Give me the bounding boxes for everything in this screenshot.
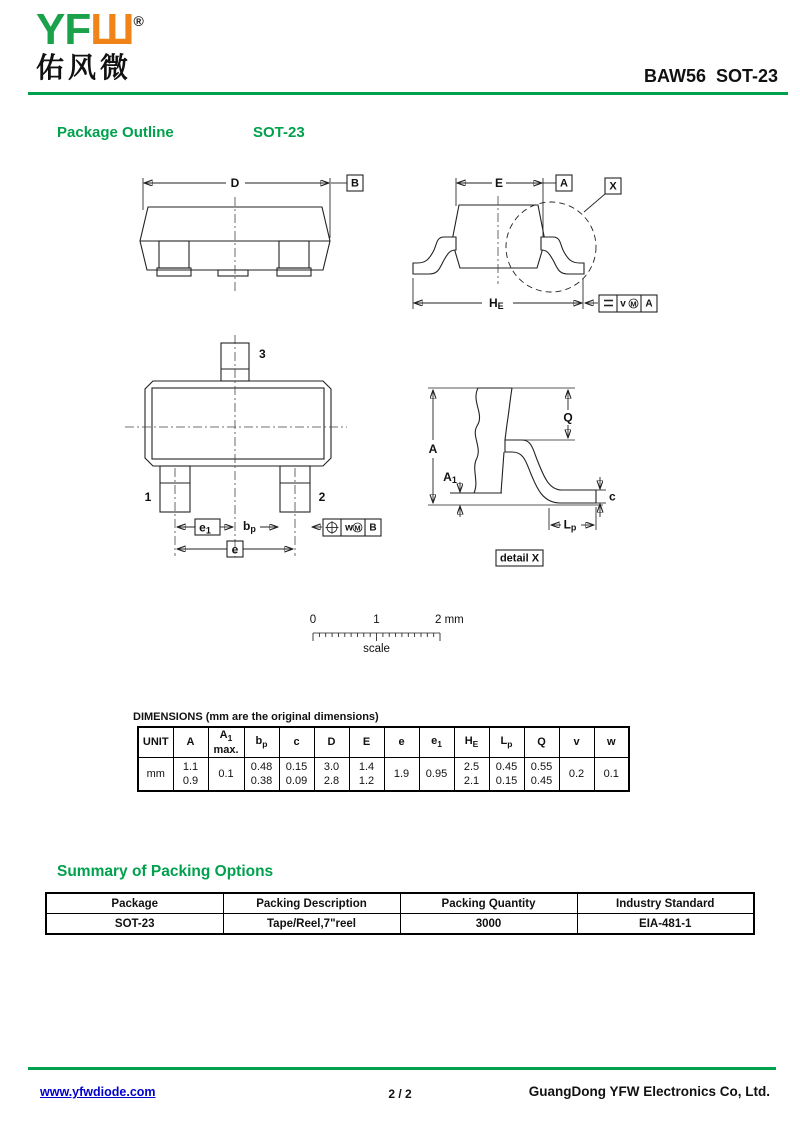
pin-3-label: 3: [259, 347, 266, 361]
svg-text:X: X: [609, 180, 617, 193]
logo-chinese-name: 佑风微: [36, 52, 133, 83]
end-view-body: [413, 205, 584, 274]
frame-tolerance-value: w: [345, 522, 353, 534]
dimension-bp: [243, 519, 322, 534]
pin-2-label: 2: [318, 490, 326, 504]
page-number: 2 / 2: [388, 1087, 412, 1101]
packing-options-heading: Summary of Packing Options: [57, 863, 274, 880]
footer-divider: [28, 1067, 776, 1070]
svg-text:A: A: [428, 442, 438, 456]
scale-tick-2mm: 2 mm: [435, 614, 464, 626]
packing-col-description: Packing Description: [223, 893, 400, 914]
material-condition-icon: M: [630, 299, 637, 309]
dim-label-E: E: [494, 176, 504, 190]
dimension-Lp: [549, 507, 596, 533]
front-view: [140, 175, 363, 293]
packing-package: SOT-23: [46, 914, 223, 935]
svg-text:e1: $e_1$: [199, 520, 211, 536]
datum-box-A: [556, 175, 572, 191]
top-view-body: [145, 343, 331, 512]
dimension-c: [596, 477, 616, 517]
svg-text:B: B: [351, 177, 359, 190]
frame-datum-ref: A: [645, 298, 653, 310]
dimensions-value-row: mm 1.1 0.9 0.1 0.48 0.38 0.15 0.09 3.0 2.8 1.4 1.2 1.9 0.95 2.5 2.1 0.45 0.15 0.55 0.45 0.2 0.1: [138, 758, 629, 792]
frame-tolerance-value: v: [620, 298, 626, 310]
packing-standard: EIA-481-1: [577, 914, 754, 935]
company-name: GuangDong YFW Electronics Co, Ltd.: [528, 1084, 770, 1099]
top-view: [125, 335, 381, 557]
package-name-label: SOT-23: [253, 124, 305, 141]
parallel-bars-icon: [604, 301, 613, 306]
package-outline-heading: Package Outline: [57, 124, 174, 141]
svg-text:c: c: [609, 489, 616, 504]
scale-tick-0: 0: [309, 614, 317, 626]
dimension-A: [429, 390, 438, 503]
svg-text:A: A: [560, 177, 568, 190]
svg-text:detail X: detail X: [499, 552, 540, 565]
packing-col-standard: Industry Standard: [577, 893, 754, 914]
packing-table: [45, 892, 755, 935]
svg-text:Lp: $L_p$: [563, 517, 577, 533]
scale-tick-1: 1: [373, 614, 380, 626]
packing-value-row: [46, 914, 754, 935]
website-link[interactable]: www.yfwdiode.com: [40, 1085, 156, 1099]
packing-header-row: [46, 893, 754, 914]
scale-ticks: [313, 633, 440, 641]
registered-trademark-icon: ®: [133, 13, 144, 29]
detail-x-caption-box: [496, 550, 543, 566]
dim-label-HE: $H_E$: [489, 296, 504, 311]
tolerance-frame-side: [599, 295, 657, 312]
end-view: [413, 175, 657, 312]
tolerance-frame-top: [323, 519, 381, 536]
document-title: BAW56 SOT-23: [643, 66, 778, 86]
logo-yf-text: YF: [36, 5, 91, 54]
dimensions-header-row: UNIT A $A_1$ max. $b_p$ c D E e $e_1$ $H_E$ $L_p$ Q v w: [138, 727, 629, 758]
position-tolerance-icon: [326, 521, 339, 534]
packing-col-package: Package: [46, 893, 223, 914]
dimensions-caption: DIMENSIONS (mm are the original dimensions): [133, 711, 379, 723]
detail-body: [450, 388, 512, 493]
packing-description: Tape/Reel,7"reel: [223, 914, 400, 935]
detail-x-view: [428, 388, 616, 566]
scale-caption: scale: [363, 643, 390, 655]
dim-label-D: D: [230, 176, 240, 190]
scale-bar: [310, 614, 464, 655]
detail-ref-box-X: [584, 178, 621, 212]
dimension-e: [177, 541, 293, 557]
svg-text:e: e: [231, 542, 239, 557]
frame-datum-ref: B: [369, 522, 377, 534]
pin-1-label: 1: [144, 490, 152, 504]
logo-w-glyph: Ш: [90, 5, 134, 54]
datum-box-B: [347, 175, 363, 191]
packing-col-quantity: Packing Quantity: [400, 893, 577, 914]
material-condition-icon: M: [354, 523, 361, 533]
detail-lead: [505, 440, 596, 503]
dimension-Q: [522, 390, 575, 440]
packing-quantity: 3000: [400, 914, 577, 935]
dimensions-table: [137, 726, 630, 792]
svg-text:A1: $A_1$: [443, 470, 457, 485]
svg-text:bp: $b_p$: [243, 519, 256, 534]
dimension-e1: [177, 519, 233, 536]
svg-text:Q: Q: [563, 410, 573, 425]
